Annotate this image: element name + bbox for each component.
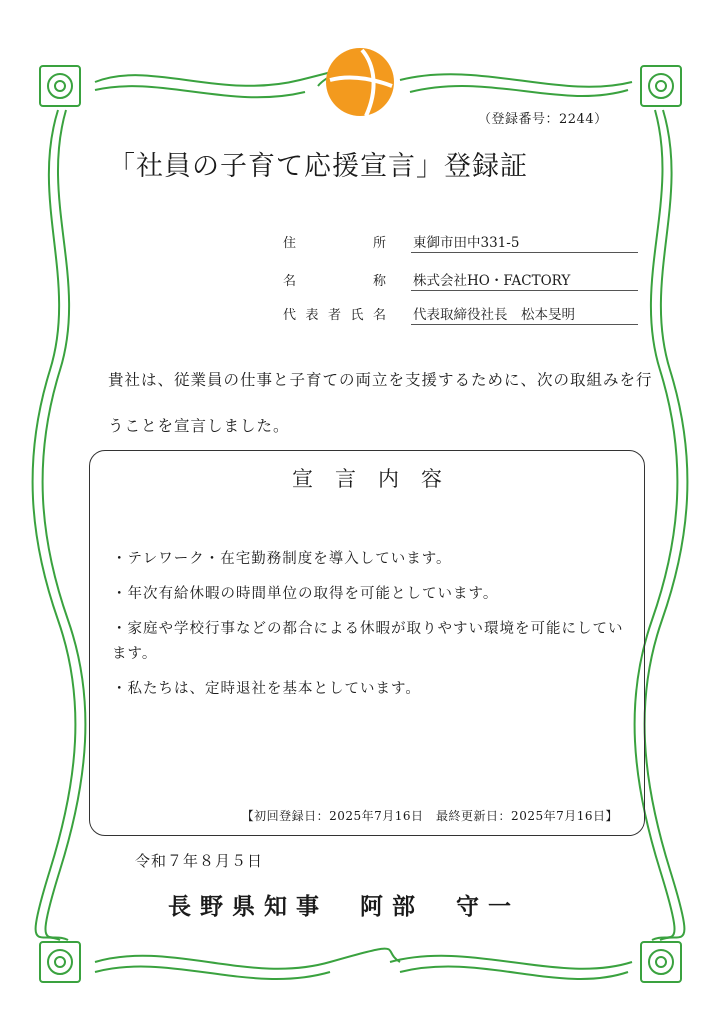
representative-value: 代表取締役社長 松本旻明 <box>413 307 575 323</box>
declaration-item: ・年次有給休暇の時間単位の取得を可能としています。 <box>112 586 499 602</box>
intro-text: 貴社は、従業員の仕事と子育ての両立を支援するために、次の取組みを行うことを宣言しました。 <box>108 371 653 435</box>
declaration-item: ・私たちは、定時退社を基本としています。 <box>112 681 421 697</box>
declaration-heading: 宣言内容 <box>292 467 464 491</box>
declaration-item: ・テレワーク・在宅勤務制度を導入しています。 <box>112 551 452 567</box>
corner-ornament-br <box>641 942 681 982</box>
underline <box>411 324 638 325</box>
underline <box>411 290 638 291</box>
signer-name: 長野県知事 阿部 守一 <box>168 893 520 920</box>
company-name-row <box>283 268 638 294</box>
company-name-value: 株式会社HO・FACTORY <box>413 273 571 289</box>
declaration-item: ・家庭や学校行事などの都合による休暇が取りやすい環境を可能にしています。 <box>112 621 624 662</box>
issue-date: 令和７年８月５日 <box>135 852 264 870</box>
name-label: 名 称 <box>283 274 386 289</box>
emblem-icon <box>326 48 394 116</box>
certificate-title: 「社員の子育て応援宣言」登録証 <box>108 151 528 182</box>
registration-number: （登録番号：2244） <box>478 112 608 127</box>
registration-dates: 【初回登録日：2025年7月16日 最終更新日：2025年7月16日】 <box>241 809 618 823</box>
representative-row <box>283 302 638 328</box>
representative-label: 代 表 者 氏 名 <box>283 308 386 323</box>
corner-ornament-tl <box>40 66 80 106</box>
underline <box>411 252 638 253</box>
declaration-list <box>112 547 632 712</box>
corner-ornament-bl <box>40 942 80 982</box>
corner-ornament-tr <box>641 66 681 106</box>
address-label: 住 所 <box>283 236 386 251</box>
declaration-box <box>89 450 645 836</box>
address-value: 東御市田中331-5 <box>413 235 520 251</box>
address-row <box>283 230 638 256</box>
